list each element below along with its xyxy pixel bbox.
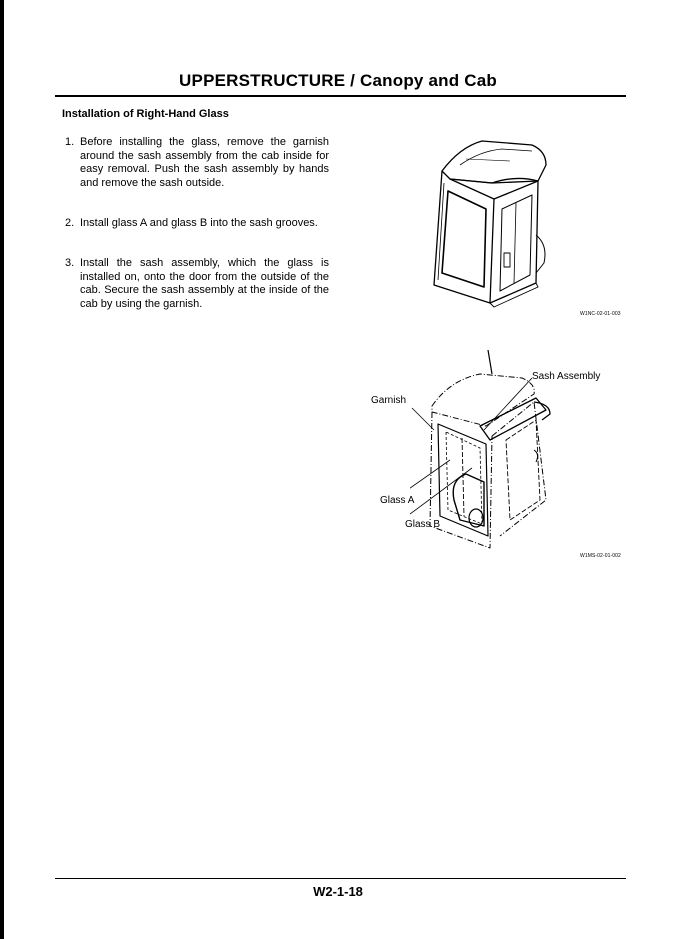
- header-rule: [55, 95, 626, 97]
- footer-rule: [55, 878, 626, 879]
- cab-illustration: [420, 135, 560, 310]
- step-1: [65, 136, 329, 190]
- callout-glass-b: Glass B: [405, 519, 441, 530]
- figure-code: W1NC-02-01-003: [580, 311, 621, 317]
- callout-sash-assembly: Sash Assembly: [532, 371, 601, 382]
- page-number: W2-1-18: [313, 884, 363, 899]
- page-left-border: [0, 0, 4, 939]
- page-title: UPPERSTRUCTURE / Canopy and Cab: [179, 71, 497, 90]
- step-number: 3.: [65, 257, 75, 269]
- callout-garnish: Garnish: [371, 395, 407, 406]
- step-number: 1.: [65, 136, 75, 148]
- step-3: [65, 257, 329, 311]
- step-text: Install the sash assembly, which the glass is installed on, onto the door from the outside of the cab. Secure the sash assembly at the inside of the cab by using the garnish.: [80, 257, 329, 310]
- step-text: Before installing the glass, remove the garnish around the sash assembly from the cab inside for easy removal. Push the sash assembly by hands and remove the sash outside.: [80, 136, 329, 189]
- callout-glass-a: Glass A: [380, 495, 415, 506]
- step-number: 2.: [65, 217, 75, 229]
- step-text: Install glass A and glass B into the sash grooves.: [80, 217, 318, 229]
- figure-code: W1MS-02-01-002: [580, 553, 621, 559]
- step-2: [65, 217, 329, 231]
- section-heading: Installation of Right-Hand Glass: [62, 108, 229, 120]
